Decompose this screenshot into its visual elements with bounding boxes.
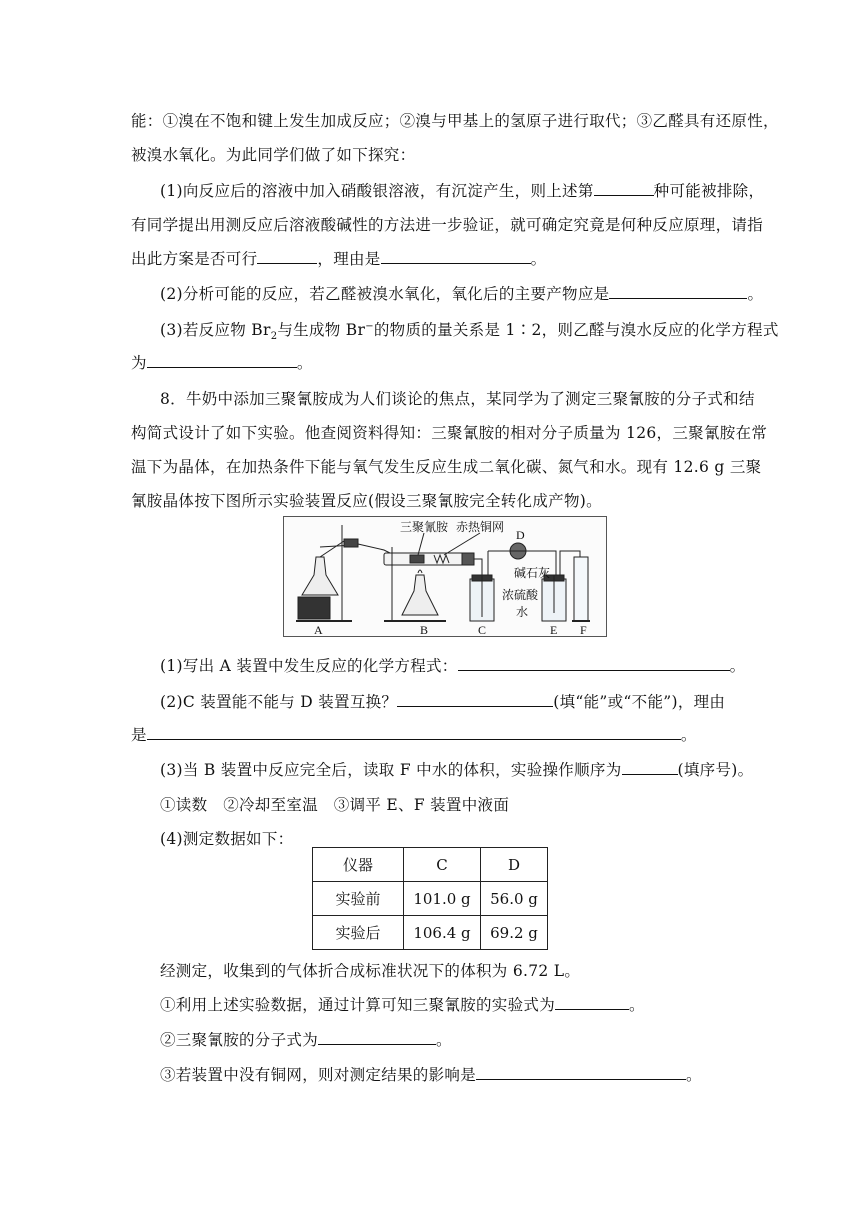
q7-part2: (2)分析可能的反应，若乙醛被溴水氧化，氧化后的主要产物应是 。 (160, 285, 764, 303)
table-row (313, 848, 548, 882)
fig-label-a: A (314, 623, 323, 636)
table-header-cell: D (481, 848, 548, 882)
table-row (313, 916, 548, 950)
table-header-cell: 仪器 (313, 848, 404, 882)
answer-blank[interactable] (458, 656, 730, 671)
q8-stem-line-3: 温下为晶体，在加热条件下能与氧气发生反应生成二氧化碳、氮气和水。现有 12.6 g 三聚 (131, 458, 762, 476)
answer-blank[interactable] (397, 692, 553, 707)
q8-part2-line-1: (2)C 装置能不能与 D 装置互换？ (填“能”或“不能”)，理由 (160, 693, 726, 711)
fig-label-f: F (580, 623, 587, 636)
answer-blank[interactable] (476, 1065, 686, 1080)
answer-blank[interactable] (257, 249, 317, 264)
q8-stem-line-2: 构简式设计了如下实验。他查阅资料得知：三聚氰胺的相对分子质量为 126，三聚氰胺在常 (131, 424, 768, 442)
fig-label-melamine: 三聚氰胺 (400, 520, 449, 534)
q8-part2-line-2: 是 。 (131, 726, 697, 744)
q7-line-1: 能：①溴在不饱和键上发生加成反应；②溴与甲基上的氢原子进行取代；③乙醛具有还原性， (131, 112, 779, 130)
answer-blank[interactable] (147, 353, 297, 368)
answer-blank[interactable] (147, 725, 681, 740)
q8-result-1: ①利用上述实验数据，通过计算可知三聚氰胺的实验式为 。 (160, 996, 645, 1014)
table-cell: 101.0 g (404, 882, 481, 916)
fig-label-copper: 赤热铜网 (456, 520, 505, 534)
cylinder-f (572, 557, 590, 621)
measurement-table (312, 847, 548, 950)
q7-part1-line-3: 出此方案是否可行 ，理由是 。 (131, 250, 547, 268)
fig-label-h2so4: 浓硫酸 (502, 588, 539, 602)
q8-stem-line-4: 氰胺晶体按下图所示实验装置反应(假设三聚氰胺完全转化成产物)。 (131, 492, 602, 510)
q8-result-3: ③若装置中没有铜网，则对测定结果的影响是 。 (160, 1066, 702, 1084)
q7-part1-line-2: 有同学提出用测反应后溶液酸碱性的方法进一步验证，就可确定究竟是何种反应原理，请指 (131, 216, 764, 234)
fig-label-water: 水 (516, 605, 529, 619)
q8-gas-volume: 经测定，收集到的气体折合成标准状况下的体积为 6.72 L。 (160, 962, 581, 980)
answer-blank[interactable] (594, 181, 654, 196)
table-cell: 106.4 g (404, 916, 481, 950)
q7-part3-line-2: 为 。 (131, 354, 313, 372)
table-cell: 实验前 (313, 882, 404, 916)
q7-part3-line-1: (3)若反应物 $Br_2$与生成物 Br−的物质的量关系是 1∶2，则乙醛与溴水反应的化学方程式 (160, 320, 779, 343)
answer-blank[interactable] (555, 995, 629, 1010)
fig-label-e: E (550, 623, 558, 636)
fig-label-soda-lime: 碱石灰 (514, 566, 551, 580)
answer-blank[interactable] (381, 249, 531, 264)
table-header-cell: C (404, 848, 481, 882)
table-cell: 实验后 (313, 916, 404, 950)
fig-label-c: C (478, 623, 487, 636)
q8-part3-options: ①读数 ②冷却至室温 ③调平 E、F 装置中液面 (160, 796, 510, 814)
q8-part4: (4)测定数据如下： (160, 830, 294, 848)
apparatus-figure (283, 516, 607, 637)
q8-stem-line-1: 8．牛奶中添加三聚氰胺成为人们谈论的焦点，某同学为了测定三聚氰胺的分子式和结 (160, 390, 755, 408)
table-cell: 69.2 g (481, 916, 548, 950)
answer-blank[interactable] (609, 284, 747, 299)
q8-part1: (1)写出 A 装置中发生反应的化学方程式： 。 (160, 657, 746, 675)
fig-label-d: D (516, 528, 525, 542)
table-cell: 56.0 g (481, 882, 548, 916)
answer-blank[interactable] (622, 760, 678, 775)
combustion-tube (384, 553, 474, 565)
q7-part1-line-1: (1)向反应后的溶液中加入硝酸银溶液，有沉淀产生，则上述第 种可能被排除， (160, 182, 765, 200)
q8-result-2: ②三聚氰胺的分子式为 。 (160, 1031, 452, 1049)
fig-label-b: B (420, 623, 429, 636)
stand-a (296, 525, 358, 621)
q8-part3: (3)当 B 装置中反应完全后，读取 F 中水的体积，实验操作顺序为 (填序号)。 (160, 761, 754, 779)
table-row (313, 882, 548, 916)
q7-line-2: 被溴水氧化。为此同学们做了如下探究： (131, 146, 416, 164)
answer-blank[interactable] (318, 1030, 436, 1045)
